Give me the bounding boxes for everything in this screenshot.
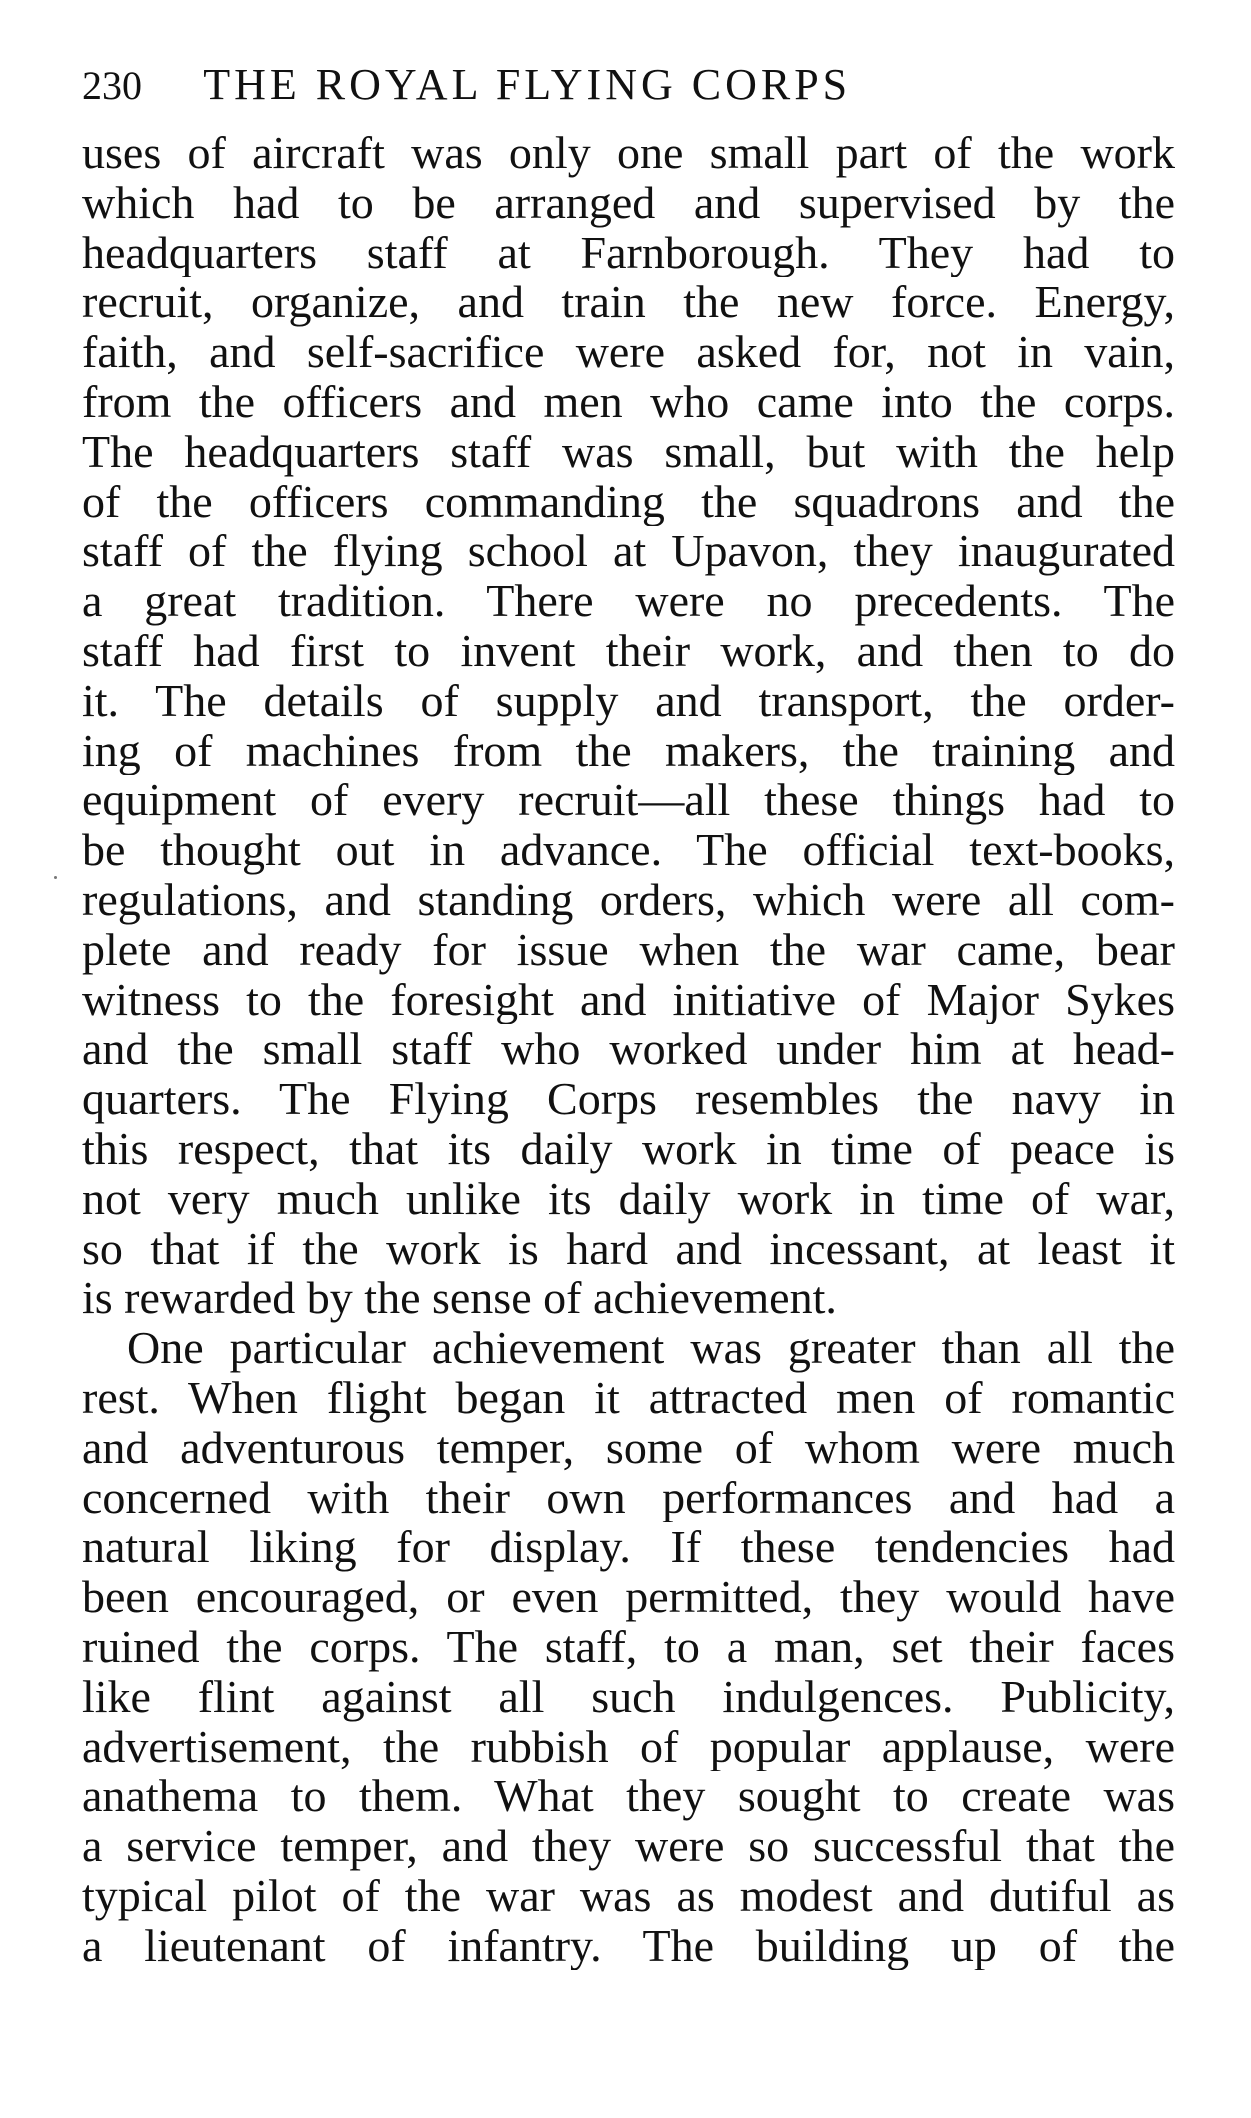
text-line: typical pilot of the war was as modest and dutiful as [82,1870,1175,1921]
text-line: headquarters staff at Farnborough. They had to [82,227,1175,278]
text-line: it. The details of supply and transport, the order- [82,675,1175,726]
text-line: a lieutenant of infantry. The building up of the [82,1920,1175,1971]
text-line: and adventurous temper, some of whom were much [82,1422,1175,1473]
text-line: been encouraged, or even permitted, they would have [82,1572,1175,1622]
page-number: 230 [82,63,142,108]
text-line: not very much unlike its daily work in time of war, [82,1173,1175,1224]
text-line: regulations, and standing orders, which were all com- [82,874,1175,925]
text-line: be thought out in advance. The official text-books, [82,825,1175,875]
running-title: THE ROYAL FLYING CORPS [203,60,852,109]
text-line: staff of the flying school at Upavon, they inaugurated [82,526,1175,577]
text-line: natural liking for display. If these tendencies had [82,1522,1175,1573]
running-head [82,54,1182,114]
text-line: anathema to them. What they sought to create was [82,1771,1175,1822]
text-line: faith, and self-sacrifice were asked for, not in vain, [82,327,1175,377]
text-line: witness to the foresight and initiative of Major Sykes [82,974,1175,1025]
text-line: a service temper, and they were so successful that the [82,1821,1175,1871]
text-line: concerned with their own performances and had a [82,1472,1175,1523]
paragraph [82,1323,1175,1970]
text-line: ing of machines from the makers, the training and [82,725,1175,776]
text-line: of the officers commanding the squadrons and the [82,476,1175,527]
text-line: plete and ready for issue when the war came, bear [82,924,1175,975]
text-line: which had to be arranged and supervised by the [82,177,1175,228]
text-line: from the officers and men who came into the corps. [82,376,1175,427]
text-line: like flint against all such indulgences. Publicity, [82,1671,1175,1722]
text-line: and the small staff who worked under him at head- [82,1024,1175,1075]
text-line: The headquarters staff was small, but with the help [82,426,1175,477]
text-line: recruit, organize, and train the new force. Energy, [82,277,1175,328]
text-line: rest. When flight began it attracted men of romantic [82,1372,1175,1423]
text-line: staff had first to invent their work, and then to do [82,625,1175,676]
margin-speck [54,876,57,879]
text-line: this respect, that its daily work in time of peace is [82,1123,1175,1174]
text-line: is rewarded by the sense of achievement. [82,1273,837,1324]
text-line: ruined the corps. The staff, to a man, set their faces [82,1621,1175,1672]
text-line: equipment of every recruit—all these things had to [82,775,1175,826]
text-line: quarters. The Flying Corps resembles the navy in [82,1074,1175,1124]
text-line: One particular achievement was greater than all the [127,1323,1175,1373]
text-line: so that if the work is hard and incessant, at least it [82,1223,1175,1274]
paragraph [82,128,1175,1323]
text-line: a great tradition. There were no precedents. The [82,576,1175,626]
body-text [82,128,1175,2008]
text-line: uses of aircraft was only one small part of the work [82,128,1175,178]
text-line: advertisement, the rubbish of popular applause, were [82,1721,1175,1772]
